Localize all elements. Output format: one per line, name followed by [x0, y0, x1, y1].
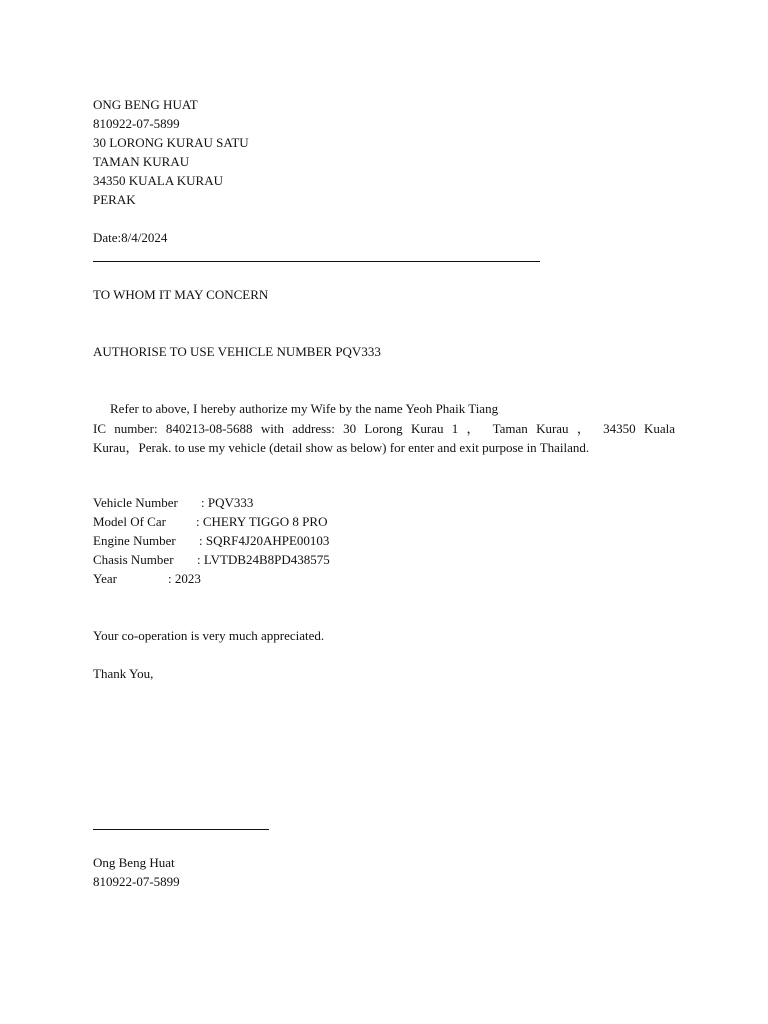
detail-label: Model Of Car — [93, 514, 166, 529]
closing-line: Your co-operation is very much appreciated. — [93, 628, 325, 643]
detail-value: : PQV333 — [201, 495, 254, 510]
sender-address-line: 30 LORONG KURAU SATU — [93, 135, 249, 150]
signature-block — [93, 853, 180, 891]
sender-ic: 810922-07-5899 — [93, 116, 180, 131]
detail-row-engine-number — [93, 531, 493, 550]
signature-name: Ong Beng Huat — [93, 855, 175, 870]
letter-date: Date:8/4/2024 — [93, 230, 168, 245]
body-line: Kurau，Perak. to use my vehicle (detail show as below) for enter and exit purpose in Thailand. — [93, 440, 590, 455]
body-line: Refer to above, I hereby authorize my Wife by the name Yeoh Phaik Tiang — [110, 401, 499, 416]
detail-row-model — [93, 512, 493, 531]
detail-label: Vehicle Number — [93, 495, 178, 510]
body-paragraph — [93, 399, 675, 458]
salutation: TO WHOM IT MAY CONCERN — [93, 287, 269, 302]
body-line: IC number: 840213-08-5688 with address: 30 Lorong Kurau 1 ， Taman Kurau ， 34350 Kuala — [93, 420, 675, 436]
header-divider — [93, 261, 540, 262]
detail-row-chasis-number — [93, 550, 493, 569]
sender-block — [93, 95, 249, 209]
detail-label: Year — [93, 571, 117, 586]
sender-address-line: PERAK — [93, 192, 136, 207]
signature-ic: 810922-07-5899 — [93, 874, 180, 889]
detail-value: : CHERY TIGGO 8 PRO — [196, 514, 328, 529]
detail-row-year — [93, 569, 493, 588]
subject-line: AUTHORISE TO USE VEHICLE NUMBER PQV333 — [93, 344, 381, 359]
vehicle-details — [93, 493, 493, 588]
signature-line — [93, 829, 269, 830]
sender-address-line: TAMAN KURAU — [93, 154, 190, 169]
detail-value: : 2023 — [168, 571, 201, 586]
thanks-line: Thank You, — [93, 666, 154, 681]
detail-label: Engine Number — [93, 533, 176, 548]
detail-row-vehicle-number — [93, 493, 493, 512]
sender-address-line: 34350 KUALA KURAU — [93, 173, 223, 188]
detail-value: : SQRF4J20AHPE00103 — [199, 533, 330, 548]
detail-value: : LVTDB24B8PD438575 — [197, 552, 330, 567]
sender-name: ONG BENG HUAT — [93, 97, 198, 112]
detail-label: Chasis Number — [93, 552, 174, 567]
